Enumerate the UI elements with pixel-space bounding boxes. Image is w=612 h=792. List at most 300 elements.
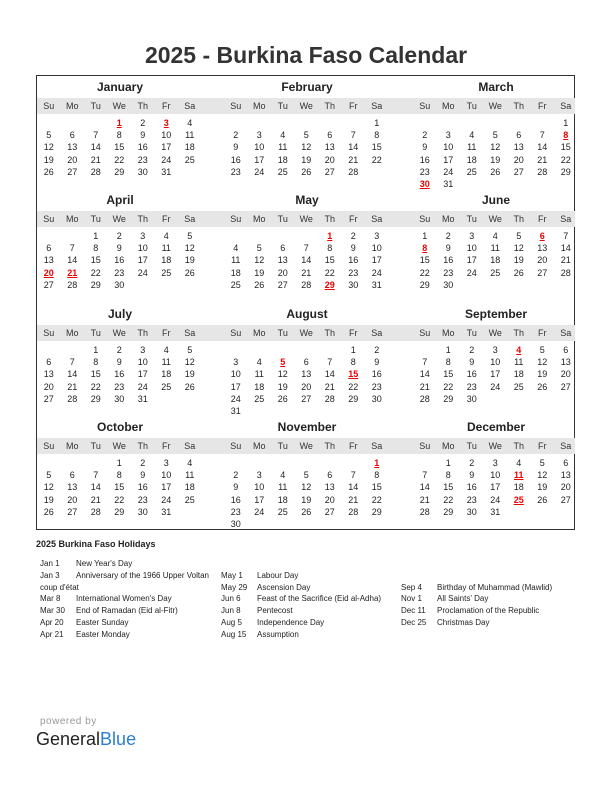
date-cell: 14 [419,369,430,380]
date-cell: 17 [161,142,172,153]
date-cell: 23 [419,166,430,177]
date-cell: 21 [90,154,101,165]
holiday-name: Pentecost [257,606,293,616]
date-cell: 21 [67,381,78,392]
date-cell: 2 [469,458,475,468]
holiday-date: 1 [327,231,333,241]
date-cell: 8 [374,470,380,481]
date-cell: 29 [114,166,125,177]
date-cell: 26 [537,381,548,392]
holiday-name: Anniversary of the 1966 Upper Voltan [76,570,209,580]
date-cell: 17 [466,255,477,266]
date-cell: 7 [93,130,99,141]
date-cell: 14 [67,255,78,266]
date-cell: 30 [466,506,477,517]
date-cell: 25 [184,494,195,505]
date-cell: 8 [93,243,99,254]
date-cell: 24 [161,154,172,165]
date-cell: 23 [114,267,125,278]
date-cell: 9 [233,482,239,493]
month-december [413,420,579,533]
weekday-label: Su [230,214,242,224]
holiday-date: 11 [513,470,524,481]
month-january [37,80,203,193]
date-cell: 12 [43,142,54,153]
date-cell: 5 [492,130,498,141]
holiday-date: Aug 15 [221,629,247,639]
holiday-date: 21 [67,267,78,278]
date-cell: 20 [43,381,54,392]
weekday-label: Th [324,328,335,338]
holiday-date: May 29 [221,582,248,592]
date-cell: 27 [537,267,548,278]
month-name: May [295,193,319,207]
date-cell: 20 [277,267,288,278]
date-cell: 26 [277,393,288,404]
date-cell: 19 [537,482,548,493]
date-cell: 29 [443,506,454,517]
date-cell: 10 [371,243,382,254]
month-april [37,193,203,306]
weekday-label: Sa [184,328,196,338]
weekday-label: Tu [466,101,477,111]
date-cell: 26 [537,494,548,505]
date-cell: 21 [324,381,335,392]
weekday-label: Sa [560,101,572,111]
holiday-date: 6 [539,231,545,241]
holiday-date: Dec 11 [401,606,426,616]
date-cell: 6 [69,130,75,141]
weekday-label: Fr [349,328,358,338]
month-name: March [478,80,514,94]
date-cell: 27 [67,166,78,177]
date-cell: 8 [93,357,99,368]
date-cell: 19 [184,369,195,380]
date-cell: 7 [69,357,75,368]
month-october [37,420,203,533]
date-cell: 25 [161,267,172,278]
date-cell: 11 [161,243,171,254]
weekday-label: Sa [371,441,383,451]
date-cell: 25 [490,267,501,278]
holiday-date: Mar 8 [40,594,61,604]
date-cell: 7 [303,243,309,254]
date-cell: 6 [69,470,75,481]
date-cell: 4 [492,231,498,241]
date-cell: 25 [254,393,265,404]
weekday-label: Fr [349,214,358,224]
weekday-label: We [299,328,313,338]
date-cell: 1 [350,345,356,355]
date-cell: 1 [445,345,451,355]
date-cell: 22 [324,267,335,278]
holiday-name: Ascension Day [257,582,311,592]
date-cell: 20 [537,255,548,266]
month-name: June [481,193,510,207]
date-cell: 15 [419,255,430,266]
weekday-label: Tu [90,214,101,224]
powered-by: powered by [40,716,97,727]
date-cell: 25 [230,279,241,290]
weekday-label: Sa [371,328,383,338]
date-cell: 26 [184,381,195,392]
holiday-date: Aug 5 [221,618,242,627]
date-cell: 17 [254,494,265,505]
date-cell: 5 [187,345,193,355]
weekday-label: Sa [184,441,196,451]
weekday-label: Mo [252,214,266,224]
date-cell: 3 [492,345,498,355]
holidays-title: 2025 Burkina Faso Holidays [36,539,156,549]
month-august [224,307,390,420]
date-cell: 5 [539,345,545,355]
month-name: December [466,420,526,434]
date-cell: 12 [513,243,524,254]
date-cell: 28 [560,267,571,278]
date-cell: 4 [163,345,169,355]
holiday-name: Birthday of Muhammad (Mawlid) [437,582,553,592]
date-cell: 17 [230,381,241,392]
date-cell: 5 [256,243,262,254]
date-cell: 6 [327,470,333,481]
weekday-label: Fr [162,441,171,451]
date-cell: 4 [233,243,239,254]
date-cell: 1 [116,458,122,468]
weekday-label: Su [230,441,242,451]
date-cell: 18 [490,255,501,266]
date-cell: 18 [466,154,477,165]
date-cell: 18 [277,154,288,165]
date-cell: 19 [537,369,548,380]
date-cell: 28 [67,279,78,290]
holiday-date: Apr 21 [40,629,64,639]
month-february [224,80,390,193]
weekday-label: We [112,101,126,111]
date-cell: 13 [301,369,312,380]
month-july [37,307,203,420]
weekday-label: Su [419,328,431,338]
date-cell: 5 [303,470,309,481]
date-cell: 21 [419,494,430,505]
weekday-label: Sa [184,214,196,224]
date-cell: 8 [327,243,333,254]
holiday-date: Dec 25 [401,618,427,627]
month-may [224,193,390,306]
date-cell: 16 [419,154,430,165]
date-cell: 9 [116,243,122,254]
date-cell: 2 [445,231,451,241]
holiday-date: 3 [163,118,169,128]
date-cell: 23 [443,267,454,278]
date-cell: 3 [233,357,239,368]
weekday-label: Sa [371,214,383,224]
date-cell: 13 [277,255,288,266]
date-cell: 25 [513,381,524,392]
weekday-label: Th [513,214,524,224]
date-cell: 3 [445,130,451,141]
date-cell: 28 [348,166,359,177]
date-cell: 23 [230,166,241,177]
date-cell: 31 [490,506,501,517]
weekday-label: Tu [466,441,477,451]
date-cell: 24 [254,166,265,177]
date-cell: 13 [67,142,78,153]
date-cell: 30 [466,393,477,404]
date-cell: 25 [277,506,288,517]
date-cell: 30 [230,519,241,529]
weekday-label: Th [513,328,524,338]
date-cell: 21 [419,381,430,392]
weekday-label: Tu [90,328,101,338]
weekday-label: Mo [252,328,266,338]
date-cell: 9 [350,243,356,254]
date-cell: 22 [560,154,571,165]
weekday-label: Fr [162,328,171,338]
date-cell: 22 [419,267,430,278]
date-cell: 26 [490,166,501,177]
date-cell: 14 [67,369,78,380]
date-cell: 4 [280,470,286,481]
date-cell: 1 [422,231,428,241]
weekday-label: Mo [441,101,455,111]
weekday-label: We [299,101,313,111]
date-cell: 28 [419,393,430,404]
date-cell: 21 [90,494,101,505]
holiday-name: New Year's Day [76,559,133,568]
logo-blue: Blue [100,729,137,749]
date-cell: 30 [137,506,148,517]
date-cell: 2 [233,470,239,481]
weekday-label: Su [43,441,55,451]
date-cell: 17 [490,482,501,493]
date-cell: 13 [43,255,54,266]
date-cell: 23 [114,381,125,392]
holiday-date: 30 [419,179,430,189]
date-cell: 24 [466,267,477,278]
date-cell: 3 [492,458,498,468]
weekday-label: Su [419,441,431,451]
weekday-label: Mo [252,441,266,451]
date-cell: 21 [348,494,359,505]
date-cell: 5 [516,231,522,241]
date-cell: 2 [233,130,239,141]
date-cell: 9 [469,470,475,481]
weekday-label: Su [230,101,242,111]
weekday-label: Sa [371,101,383,111]
holiday-date: May 1 [221,570,243,580]
date-cell: 4 [256,357,262,368]
date-cell: 14 [348,482,359,493]
date-cell: 3 [140,231,146,241]
date-cell: 3 [163,458,169,468]
date-cell: 6 [327,130,333,141]
date-cell: 9 [445,243,451,254]
date-cell: 29 [348,393,359,404]
date-cell: 26 [184,267,195,278]
weekday-label: Mo [441,214,455,224]
generalblue-logo[interactable] [36,729,136,750]
weekday-label: Tu [90,101,101,111]
date-cell: 26 [43,506,54,517]
date-cell: 1 [563,118,569,128]
date-cell: 15 [443,482,454,493]
weekday-label: Sa [560,214,572,224]
date-cell: 12 [184,357,195,368]
date-cell: 2 [469,345,475,355]
weekday-label: Fr [538,328,547,338]
weekday-label: Mo [441,328,455,338]
date-cell: 28 [419,506,430,517]
date-cell: 12 [490,142,501,153]
date-cell: 20 [301,381,312,392]
date-cell: 2 [422,130,428,141]
date-cell: 30 [114,279,125,290]
holiday-name: End of Ramadan (Eid al-Fitr) [76,606,178,616]
date-cell: 31 [161,506,172,517]
date-cell: 27 [43,279,54,290]
calendar-grid [36,75,575,530]
date-cell: 15 [371,142,382,153]
date-cell: 8 [116,130,122,141]
date-cell: 14 [301,255,312,266]
date-cell: 15 [560,142,571,153]
date-cell: 24 [161,494,172,505]
weekday-label: Mo [65,328,79,338]
weekday-label: We [299,214,313,224]
date-cell: 27 [43,393,54,404]
date-cell: 10 [443,142,454,153]
date-cell: 23 [348,267,359,278]
weekday-label: We [112,328,126,338]
date-cell: 9 [233,142,239,153]
date-cell: 10 [254,482,265,493]
date-cell: 28 [537,166,548,177]
date-cell: 22 [443,494,454,505]
date-cell: 23 [137,494,148,505]
weekday-label: Tu [277,441,288,451]
weekday-label: Th [324,441,335,451]
date-cell: 5 [303,130,309,141]
date-cell: 11 [185,470,195,481]
date-cell: 19 [301,494,312,505]
date-cell: 29 [419,279,430,290]
date-cell: 13 [560,470,571,481]
date-cell: 13 [513,142,524,153]
date-cell: 7 [69,243,75,254]
date-cell: 11 [185,130,195,141]
date-cell: 27 [301,393,312,404]
date-cell: 14 [537,142,548,153]
date-cell: 23 [466,494,477,505]
date-cell: 7 [93,470,99,481]
weekday-label: We [488,441,502,451]
date-cell: 30 [114,393,125,404]
date-cell: 16 [230,494,241,505]
date-cell: 10 [490,470,501,481]
date-cell: 24 [490,381,501,392]
weekday-label: Th [137,328,148,338]
date-cell: 24 [137,381,148,392]
weekday-label: Tu [466,328,477,338]
date-cell: 28 [90,506,101,517]
date-cell: 17 [254,154,265,165]
date-cell: 10 [137,357,148,368]
date-cell: 16 [466,482,477,493]
date-cell: 12 [184,243,195,254]
date-cell: 22 [371,154,382,165]
date-cell: 2 [374,345,380,355]
weekday-label: Fr [162,214,171,224]
date-cell: 18 [184,482,195,493]
date-cell: 29 [371,506,382,517]
weekday-label: Su [419,101,431,111]
date-cell: 18 [254,381,265,392]
date-cell: 12 [277,369,288,380]
holiday-date: Jun 6 [221,594,241,604]
weekday-label: Su [230,328,242,338]
date-cell: 13 [67,482,78,493]
month-name: September [464,307,528,321]
date-cell: 16 [371,369,382,380]
date-cell: 27 [277,279,288,290]
date-cell: 27 [560,381,571,392]
date-cell: 9 [116,357,122,368]
date-cell: 1 [93,231,99,241]
date-cell: 3 [374,231,380,241]
date-cell: 26 [43,166,54,177]
date-cell: 29 [90,279,101,290]
weekday-label: Fr [538,214,547,224]
date-cell: 10 [466,243,477,254]
date-cell: 11 [254,369,264,380]
date-cell: 22 [371,494,382,505]
date-cell: 31 [161,166,172,177]
date-cell: 12 [254,255,265,266]
holiday-date: Mar 30 [40,606,65,616]
date-cell: 15 [324,255,335,266]
date-cell: 16 [137,482,148,493]
date-cell: 15 [371,482,382,493]
date-cell: 19 [43,154,54,165]
date-cell: 2 [350,231,356,241]
weekday-label: We [488,328,502,338]
weekday-label: Fr [162,101,171,111]
date-cell: 4 [280,130,286,141]
holiday-name: International Women's Day [76,594,172,604]
date-cell: 3 [140,345,146,355]
date-cell: 14 [90,142,101,153]
date-cell: 14 [348,142,359,153]
date-cell: 13 [324,482,335,493]
date-cell: 20 [513,154,524,165]
date-cell: 27 [67,506,78,517]
date-cell: 25 [161,381,172,392]
date-cell: 21 [560,255,571,266]
holiday-name: Feast of the Sacrifice (Eid al-Adha) [257,594,382,604]
date-cell: 16 [443,255,454,266]
date-cell: 19 [490,154,501,165]
date-cell: 4 [187,118,193,128]
date-cell: 17 [137,255,148,266]
date-cell: 9 [374,357,380,368]
date-cell: 29 [90,393,101,404]
weekday-label: Th [137,101,148,111]
date-cell: 28 [67,393,78,404]
date-cell: 22 [443,381,454,392]
date-cell: 6 [563,458,569,468]
date-cell: 10 [137,243,148,254]
date-cell: 11 [278,142,288,153]
